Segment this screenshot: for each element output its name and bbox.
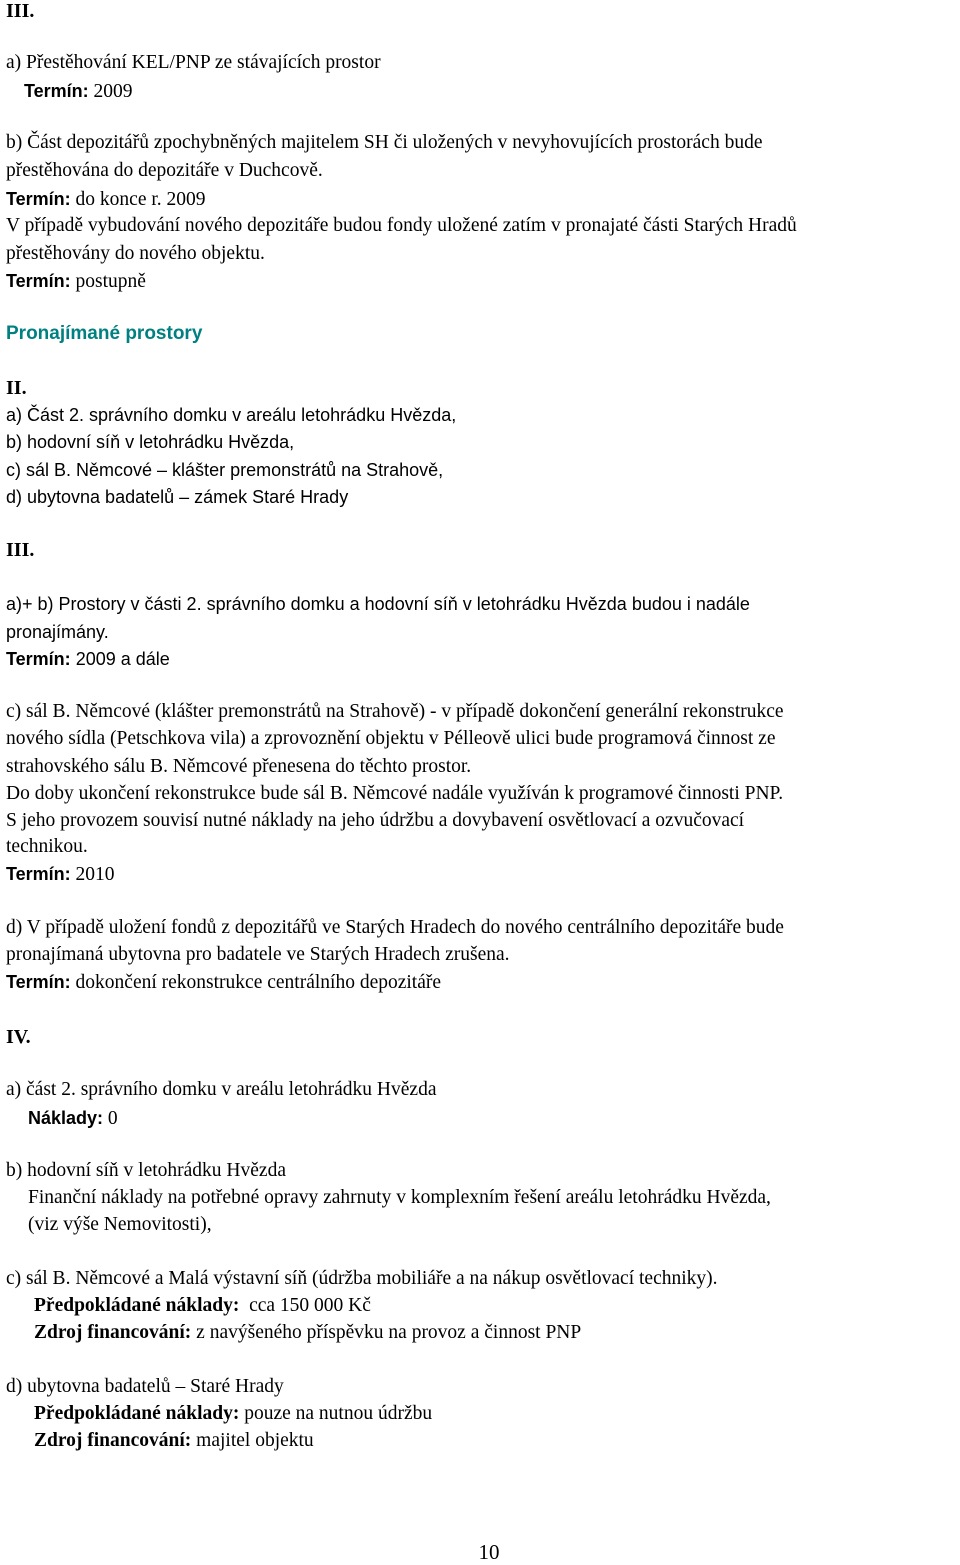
cost-label: Náklady: <box>28 1108 104 1128</box>
section4-c-funding <box>34 1322 581 1344</box>
section4-a-cost <box>28 1107 118 1130</box>
moving-b-line2: přestěhována do depozitáře v Duchcově. <box>6 160 323 181</box>
term-value: 2010 <box>75 864 115 885</box>
term-label: Termín: <box>6 189 71 209</box>
section4-c-text: c) sál B. Němcové a Malá výstavní síň (údržba mobiliáře a na nákup osvětlovací techniky). <box>6 1268 718 1289</box>
section2-heading: II. <box>6 377 27 399</box>
moving-c-term <box>6 270 146 293</box>
moving-a-term <box>24 80 133 103</box>
section3-c-line4: Do doby ukončení rekonstrukce bude sál B. Němcové nadále využíván k programové činnosti PNP. <box>6 783 784 804</box>
top-heading: III. <box>6 0 35 22</box>
section3-ab-term <box>6 648 170 670</box>
term-label: Termín: <box>24 81 89 101</box>
section2-b: b) hodovní síň v letohrádku Hvězda, <box>6 432 295 452</box>
term-value: postupně <box>75 271 146 292</box>
cost-label: Předpokládané náklady: <box>34 1295 240 1316</box>
section3-d-line1: d) V případě uložení fondů z depozitářů ve Starých Hradech do nového centrálního depozitáře bude <box>6 917 784 938</box>
section3-heading: III. <box>6 539 35 561</box>
section3-c-line3: strahovského sálu B. Němcové přenesena do těchto prostor. <box>6 756 472 777</box>
funding-value: z navýšeného příspěvku na provoz a činnost PNP <box>196 1322 582 1343</box>
section3-c-line6: technikou. <box>6 836 88 857</box>
section3-c-term <box>6 863 115 886</box>
section3-c-line2: nového sídla (Petschkova vila) a zprovoznění objektu v Pélleově ulici bude programová činnost ze <box>6 728 776 749</box>
section3-ab-line1: a)+ b) Prostory v části 2. správního domku a hodovní síň v letohrádku Hvězda budou i nadále <box>6 594 750 614</box>
term-label: Termín: <box>6 271 71 291</box>
section3-d-line2: pronajímaná ubytovna pro badatele ve Starých Hradech zrušena. <box>6 944 510 965</box>
cost-value: 0 <box>107 1108 118 1129</box>
section4-b-text: b) hodovní síň v letohrádku Hvězda <box>6 1160 286 1181</box>
term-value: dokončení rekonstrukce centrálního depozitáře <box>75 972 442 993</box>
funding-label: Zdroj financování: <box>34 1322 192 1343</box>
cost-label: Předpokládané náklady: <box>34 1403 240 1424</box>
term-label: Termín: <box>6 864 71 884</box>
section4-d-funding <box>34 1430 314 1452</box>
section4-heading: IV. <box>6 1026 31 1048</box>
section2-c: c) sál B. Němcové – klášter premonstrátů na Strahově, <box>6 460 444 480</box>
section4-c-cost <box>34 1295 371 1317</box>
moving-a-text: a) Přestěhování KEL/PNP ze stávajících prostor <box>6 52 381 73</box>
moving-b-term <box>6 188 206 211</box>
section4-d-text: d) ubytovna badatelů – Staré Hrady <box>6 1376 284 1397</box>
cost-value: cca 150 000 Kč <box>249 1295 371 1316</box>
section4-a-text: a) část 2. správního domku v areálu letohrádku Hvězda <box>6 1079 437 1100</box>
section2-a: a) Část 2. správního domku v areálu letohrádku Hvězda, <box>6 405 457 425</box>
term-label: Termín: <box>6 649 71 669</box>
moving-c-line2: přestěhovány do nového objektu. <box>6 243 265 264</box>
term-value: 2009 a dále <box>75 649 170 669</box>
section2-d: d) ubytovna badatelů – zámek Staré Hrady <box>6 487 349 507</box>
moving-b-line1: b) Část depozitářů zpochybněných majitelem SH či uložených v nevyhovujících prostorách bude <box>6 132 763 153</box>
section4-b-note2: (viz výše Nemovitosti), <box>28 1214 212 1235</box>
section3-c-line1: c) sál B. Němcové (klášter premonstrátů na Strahově) - v případě dokončení generální rekonstrukce <box>6 701 784 722</box>
cost-value: pouze na nutnou údržbu <box>244 1403 433 1424</box>
section4-b-note1: Finanční náklady na potřebné opravy zahrnuty v komplexním řešení areálu letohrádku Hvězda, <box>28 1187 771 1208</box>
term-label: Termín: <box>6 972 71 992</box>
moving-c-line1: V případě vybudování nového depozitáře budou fondy uložené zatím v pronajaté části Starých Hradů <box>6 215 797 236</box>
rented-title: Pronajímané prostory <box>6 323 203 344</box>
page-number: 10 <box>478 1540 500 1564</box>
funding-value: majitel objektu <box>196 1430 314 1451</box>
funding-label: Zdroj financování: <box>34 1430 192 1451</box>
term-value: do konce r. 2009 <box>75 189 206 210</box>
section3-d-term <box>6 971 441 994</box>
section4-d-cost <box>34 1403 432 1425</box>
section3-ab-line2: pronajímány. <box>6 622 109 642</box>
section3-c-line5: S jeho provozem souvisí nutné náklady na jeho údržbu a dovybavení osvětlovací a ozvučovací <box>6 810 745 831</box>
term-value: 2009 <box>93 81 133 102</box>
